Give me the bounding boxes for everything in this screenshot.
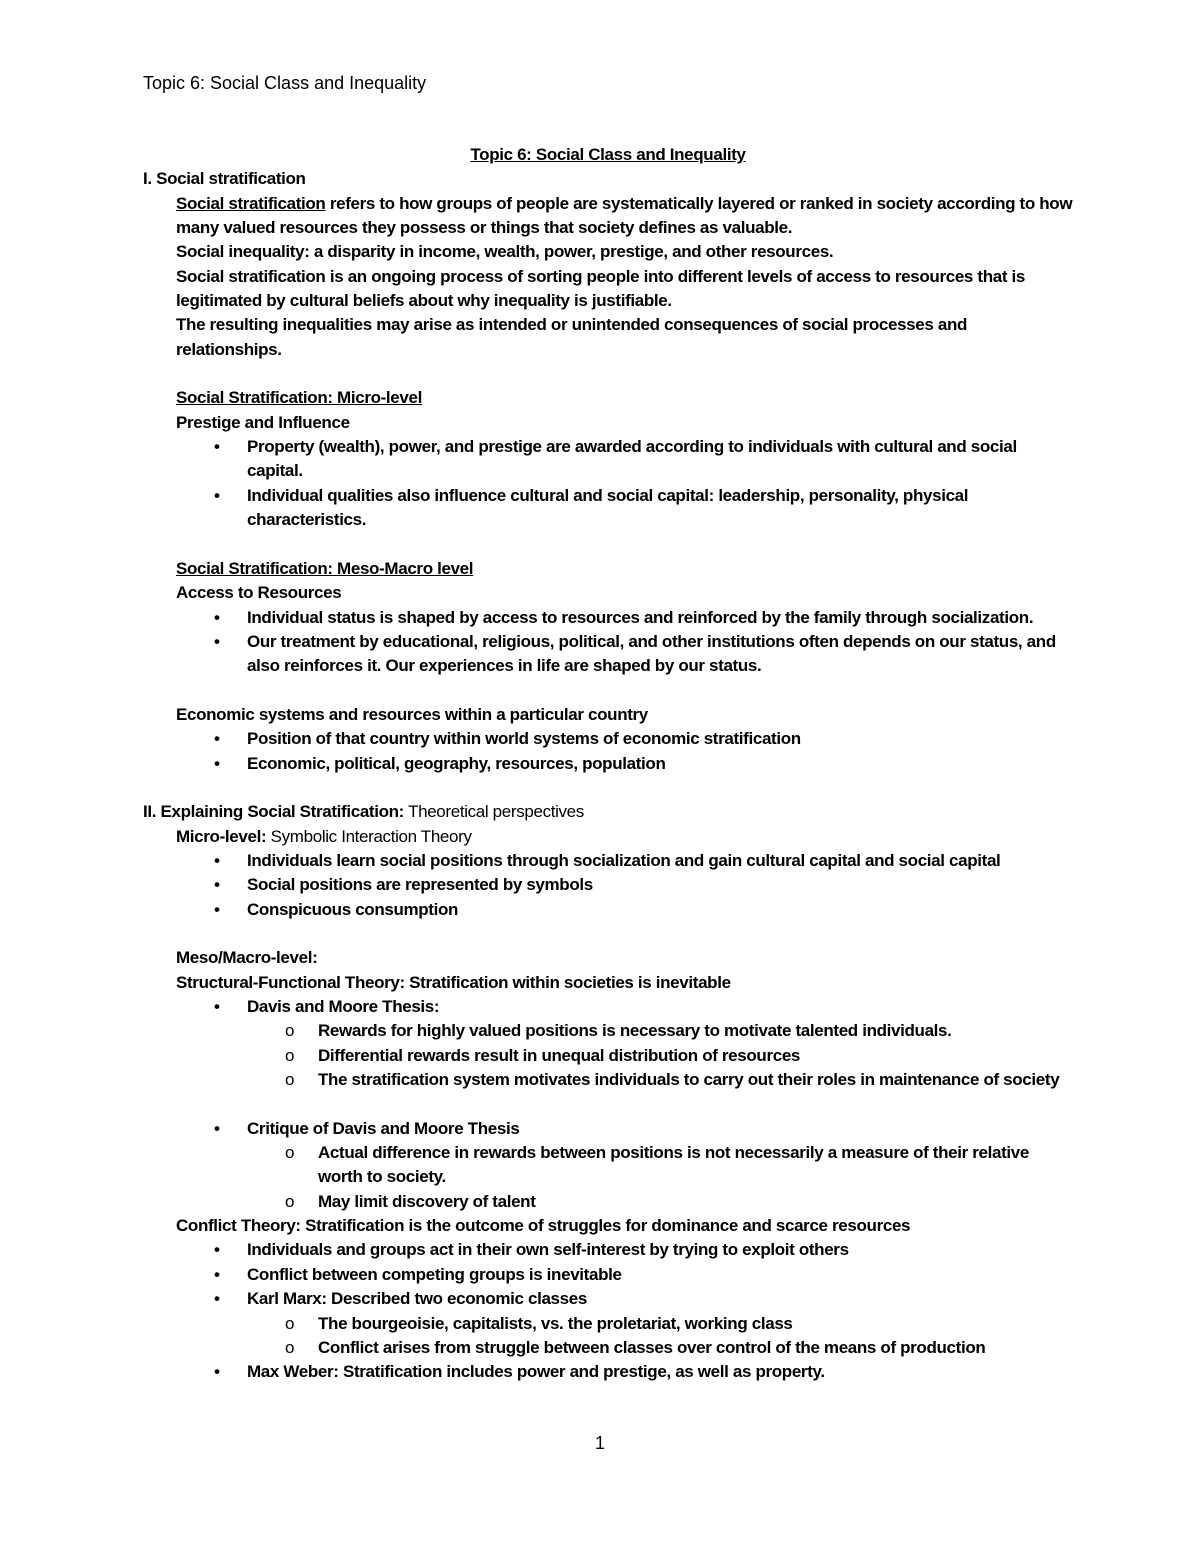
micro-label: Micro-level: (176, 826, 267, 846)
sublist-item: o Actual difference in rewards between positions is not necessarily a measure of their relative worth to society. (318, 1141, 1073, 1190)
sublist-item: o Rewards for highly valued positions is necessary to motivate talented individuals. (318, 1019, 1073, 1043)
davis-moore-sublist (247, 1019, 1073, 1092)
structural-functional-list (143, 995, 1073, 1092)
list-item: • Economic, political, geography, resources, population (247, 752, 1073, 776)
theory-name: Symbolic Interaction Theory (266, 826, 472, 846)
sublist-item: o Conflict arises from struggle between classes over control of the means of production (318, 1336, 1073, 1360)
economic-subheading: Economic systems and resources within a particular country (176, 704, 648, 724)
list-item: • Property (wealth), power, and prestige are awarded according to individuals with cultural and social capital. (247, 435, 1073, 484)
list-item (247, 1287, 1073, 1360)
sublist-item: o The stratification system motivates individuals to carry out their roles in maintenance of society (318, 1068, 1073, 1092)
micro-level-heading: Social Stratification: Micro-level (176, 388, 422, 408)
list-item (247, 995, 1073, 1092)
symbolic-interaction-heading (143, 825, 1073, 849)
meso-macro-level-label: Meso/Macro-level: (176, 948, 318, 968)
page-header: Topic 6: Social Class and Inequality (143, 73, 427, 93)
list-item: • Individual qualities also influence cultural and social capital: leadership, personality, physical characteristics. (247, 484, 1073, 533)
paragraph: Social stratification is an ongoing process of sorting people into different levels of access to resources that is legitimated by cultural beliefs about why inequality is justifiable. (176, 266, 1026, 311)
conflict-theory-heading: Conflict Theory: Stratification is the outcome of struggles for dominance and scarce resources (176, 1216, 911, 1236)
sublist-item: o Differential rewards result in unequal distribution of resources (318, 1044, 1073, 1068)
section-2-heading-bold: II. Explaining Social Stratification: (143, 802, 404, 822)
list-item: • Conspicuous consumption (247, 898, 1073, 922)
symbolic-interaction-list (143, 849, 1073, 922)
critique-list (143, 1117, 1073, 1214)
davis-moore-label: • Davis and Moore Thesis: (247, 997, 440, 1017)
sublist-item: o The bourgeoisie, capitalists, vs. the proletariat, working class (318, 1312, 1073, 1336)
section-1-heading: I. Social stratification (143, 169, 306, 189)
list-item: • Conflict between competing groups is inevitable (247, 1263, 1073, 1287)
list-item: • Max Weber: Stratification includes power and prestige, as well as property. (247, 1360, 1073, 1384)
definition-paragraph (143, 192, 1073, 241)
list-item: • Social positions are represented by symbols (247, 873, 1073, 897)
meso-macro-subheading: Access to Resources (176, 583, 342, 603)
document-title: Topic 6: Social Class and Inequality (470, 145, 746, 164)
section-2-heading (143, 800, 1073, 824)
list-item: • Individuals and groups act in their own self-interest by trying to exploit others (247, 1238, 1073, 1262)
paragraph: Social inequality: a disparity in income, wealth, power, prestige, and other resources. (176, 242, 834, 262)
conflict-theory-list (143, 1238, 1073, 1384)
micro-level-list (143, 435, 1073, 532)
list-item: • Individual status is shaped by access to resources and reinforced by the family through socialization. (247, 606, 1073, 630)
definition-text: refers to how groups of people are systematically layered or ranked in society according to how many valued resources they possess or things that society defines as valuable. (176, 193, 1073, 238)
list-item (247, 1117, 1073, 1214)
paragraph: The resulting inequalities may arise as intended or unintended consequences of social processes and relationships. (176, 315, 968, 359)
structural-functional-heading: Structural-Functional Theory: Stratification within societies is inevitable (176, 972, 731, 992)
sublist-item: o May limit discovery of talent (318, 1190, 1073, 1214)
meso-macro-list (143, 606, 1073, 679)
critique-label: • Critique of Davis and Moore Thesis (247, 1118, 520, 1138)
defined-term: Social stratification (176, 193, 326, 213)
micro-level-subheading: Prestige and Influence (176, 412, 350, 432)
document-body (143, 143, 1073, 1385)
section-2-heading-rest: Theoretical perspectives (404, 802, 584, 822)
critique-sublist (247, 1141, 1073, 1214)
economic-list (143, 727, 1073, 776)
marx-sublist (247, 1312, 1073, 1361)
meso-macro-heading: Social Stratification: Meso-Macro level (176, 558, 474, 578)
list-item: • Position of that country within world systems of economic stratification (247, 727, 1073, 751)
page-number: 1 (594, 1433, 605, 1453)
list-item: • Individuals learn social positions through socialization and gain cultural capital and social capital (247, 849, 1073, 873)
marx-label: • Karl Marx: Described two economic classes (247, 1289, 587, 1309)
list-item: • Our treatment by educational, religious, political, and other institutions often depends on our status, and also reinforces it. Our experiences in life are shaped by our status. (247, 630, 1073, 679)
